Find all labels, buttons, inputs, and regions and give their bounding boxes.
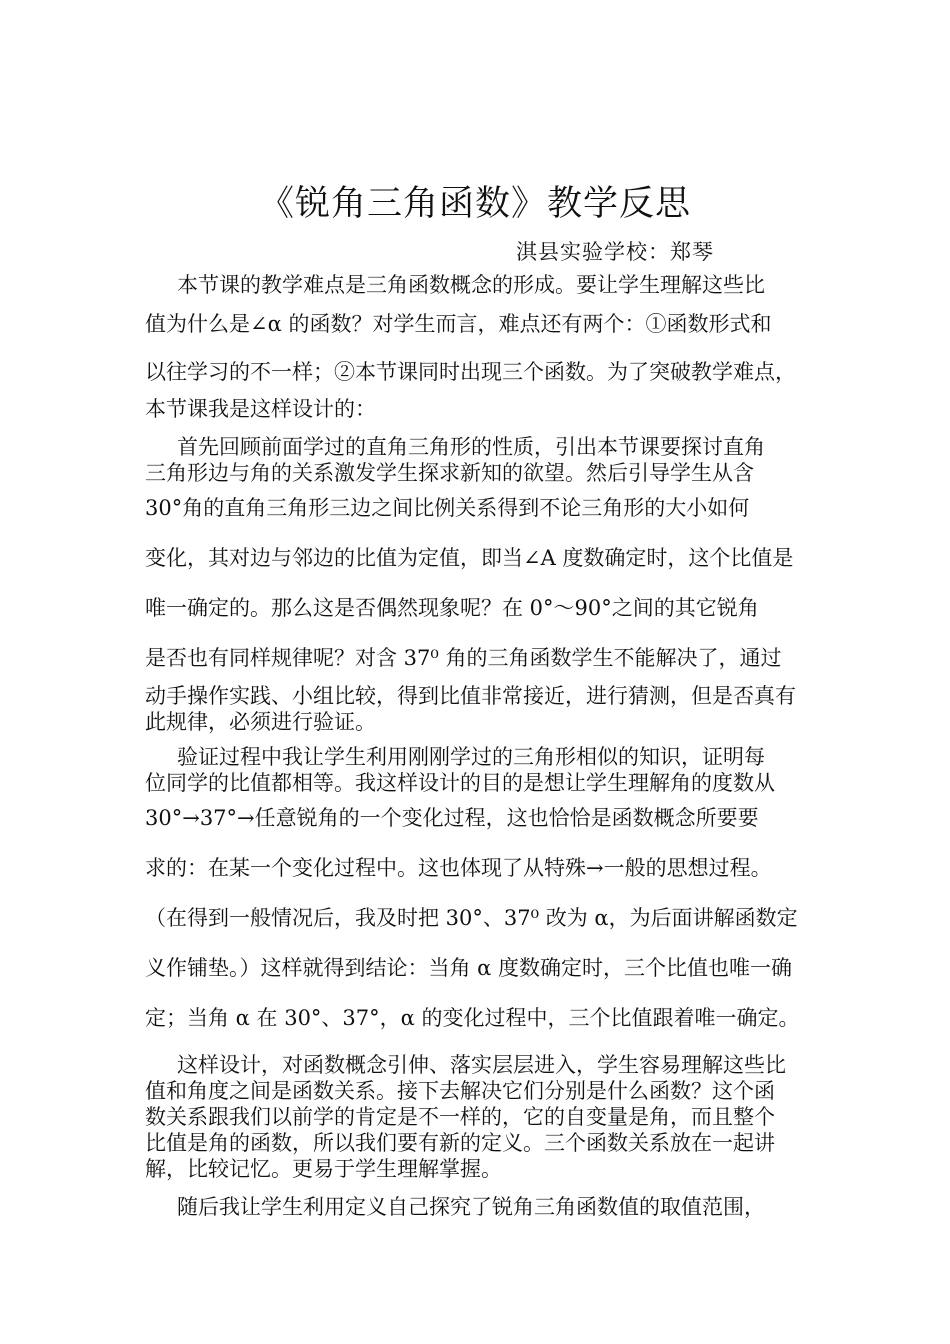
body-line: 值和角度之间是函数关系。接下去解决它们分别是什么函数？这个函 bbox=[145, 1079, 775, 1103]
body-line: 义作铺垫。）这样就得到结论：当角 α 度数确定时，三个比值也唯一确 bbox=[145, 956, 793, 980]
body-line: 解，比较记忆。更易于学生理解掌握。 bbox=[145, 1157, 502, 1181]
body-line: 比值是角的函数，所以我们要有新的定义。三个函数关系放在一起讲 bbox=[145, 1131, 775, 1155]
body-line: 这样设计，对函数概念引伸、落实层层进入，学生容易理解这些比 bbox=[177, 1053, 786, 1077]
body-line: 30°→37°→任意锐角的一个变化过程，这也恰恰是函数概念所要要 bbox=[145, 806, 759, 830]
body-line: 随后我让学生利用定义自己探究了锐角三角函数值的取值范围， bbox=[177, 1195, 765, 1219]
body-line: 首先回顾前面学过的直角三角形的性质，引出本节课要探讨直角 bbox=[177, 435, 765, 459]
body-line: 本节课的教学难点是三角函数概念的形成。要让学生理解这些比 bbox=[177, 273, 765, 297]
author-line: 淇县实验学校：郑琴 bbox=[516, 240, 714, 264]
body-line: （在得到一般情况后，我及时把 30°、37⁰ 改为 α，为后面讲解函数定 bbox=[145, 906, 798, 930]
document-title: 《锐角三角函数》教学反思 bbox=[258, 184, 691, 224]
body-line: 是否也有同样规律呢？对含 37⁰ 角的三角函数学生不能解决了，通过 bbox=[145, 646, 782, 670]
body-line: 数关系跟我们以前学的肯定是不一样的，它的自变量是角，而且整个 bbox=[145, 1105, 775, 1129]
body-line: 动手操作实践、小组比较，得到比值非常接近，进行猜测，但是否真有 bbox=[145, 684, 796, 708]
body-line: 本节课我是这样设计的： bbox=[145, 397, 376, 421]
body-line: 验证过程中我让学生利用刚刚学过的三角形相似的知识，证明每 bbox=[177, 745, 765, 769]
body-line: 三角形边与角的关系激发学生探求新知的欲望。然后引导学生从含 bbox=[145, 461, 754, 485]
body-line: 位同学的比值都相等。我这样设计的目的是想让学生理解角的度数从 bbox=[145, 771, 775, 795]
body-line: 定；当角 α 在 30°、37°，α 的变化过程中，三个比值跟着唯一确定。 bbox=[145, 1006, 800, 1030]
body-line: 30°角的直角三角形三边之间比例关系得到不论三角形的大小如何 bbox=[145, 496, 750, 520]
body-line: 求的：在某一个变化过程中。这也体现了从特殊→一般的思想过程。 bbox=[145, 856, 772, 880]
body-line: 变化，其对边与邻边的比值为定值，即当∠A 度数确定时，这个比值是 bbox=[145, 546, 794, 570]
body-line: 值为什么是∠α 的函数？对学生而言，难点还有两个：①函数形式和 bbox=[145, 312, 772, 336]
body-line: 此规律，必须进行验证。 bbox=[145, 710, 376, 734]
body-line: 以往学习的不一样；②本节课同时出现三个函数。为了突破教学难点， bbox=[145, 360, 796, 384]
body-line: 唯一确定的。那么这是否偶然现象呢？在 0°～90°之间的其它锐角 bbox=[145, 596, 759, 620]
